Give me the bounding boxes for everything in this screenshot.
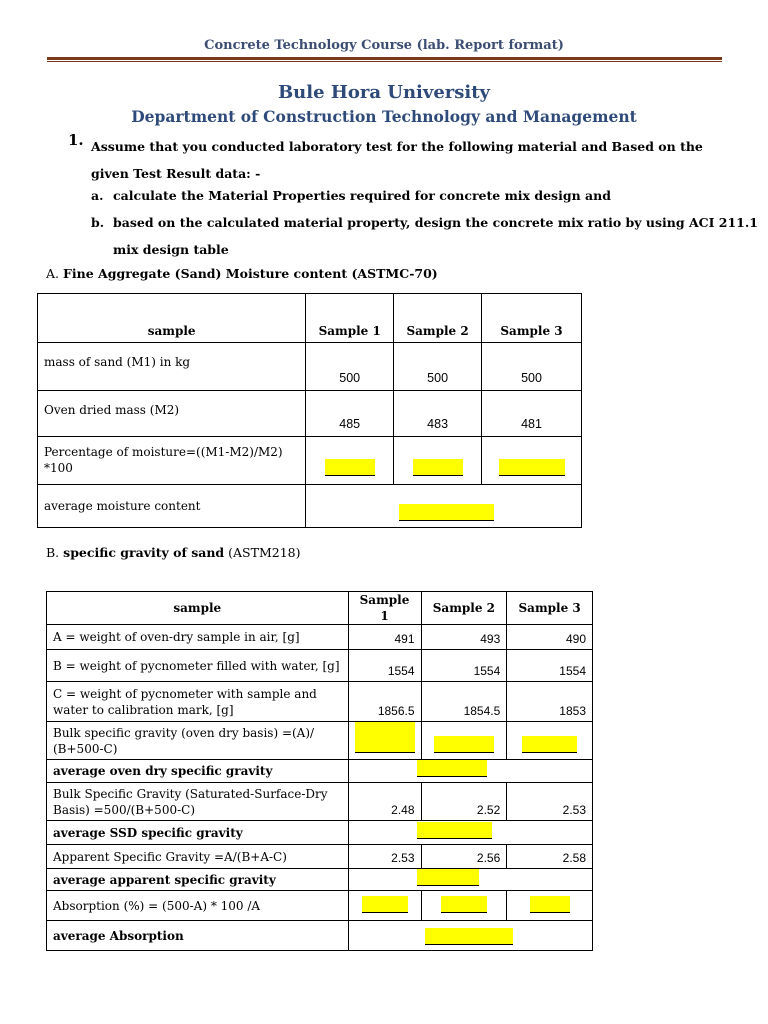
table-row (47, 821, 593, 845)
cell: 485 (306, 391, 394, 437)
row-label: Oven dried mass (M2) (38, 391, 306, 437)
cell: 490 (507, 625, 593, 650)
cell: 1856.5 (348, 682, 421, 722)
header-cell: Sample 2 (421, 592, 507, 625)
header-rule (47, 57, 722, 60)
cell: 481 (482, 391, 582, 437)
cell: 491 (348, 625, 421, 650)
section-b-heading (46, 545, 300, 560)
answer-blank[interactable] (325, 459, 375, 476)
answer-blank[interactable] (417, 822, 492, 839)
answer-cell[interactable] (348, 821, 592, 845)
answer-blank[interactable] (425, 928, 513, 945)
question-item-a (91, 182, 611, 209)
answer-blank[interactable] (434, 736, 494, 753)
row-label: average oven dry specific gravity (47, 760, 349, 783)
row-label: Apparent Specific Gravity =A/(B+A-C) (47, 845, 349, 869)
header-cell: sample (38, 294, 306, 343)
table-row (38, 343, 582, 391)
cell: 1554 (507, 650, 593, 682)
table-row (47, 722, 593, 760)
cell: 493 (421, 625, 507, 650)
table-header-row (38, 294, 582, 343)
answer-cell[interactable] (394, 437, 482, 485)
section-label: A. (46, 266, 60, 281)
header-cell: Sample 1 (306, 294, 394, 343)
row-label: average apparent specific gravity (47, 869, 349, 891)
department-name: Department of Construction Technology and Management (131, 107, 637, 126)
answer-cell[interactable] (306, 485, 582, 528)
section-label: B. (46, 545, 60, 560)
row-label: C = weight of pycnometer with sample and water to calibration mark, [g] (47, 682, 349, 722)
answer-cell[interactable] (348, 760, 592, 783)
answer-blank[interactable] (499, 459, 565, 476)
item-text: calculate the Material Properties required for concrete mix design and (113, 188, 611, 203)
row-label: Absorption (%) = (500-A) * 100 /A (47, 891, 349, 921)
header-cell: sample (47, 592, 349, 625)
answer-blank[interactable] (417, 760, 487, 777)
header-cell: Sample 3 (507, 592, 593, 625)
answer-blank[interactable] (399, 504, 494, 521)
section-a-heading (46, 266, 438, 281)
header-rule-thin (47, 61, 722, 62)
row-label: Percentage of moisture=((M1-M2)/M2) *100 (38, 437, 306, 485)
row-label: A = weight of oven-dry sample in air, [g] (47, 625, 349, 650)
row-label: Bulk Specific Gravity (Saturated-Surface-Dry Basis) =500/(B+500-C) (47, 783, 349, 821)
answer-cell[interactable] (507, 891, 593, 921)
row-label: average SSD specific gravity (47, 821, 349, 845)
row-label: B = weight of pycnometer filled with water, [g] (47, 650, 349, 682)
answer-cell[interactable] (306, 437, 394, 485)
header-cell: Sample 3 (482, 294, 582, 343)
answer-cell[interactable] (482, 437, 582, 485)
cell: 2.53 (348, 845, 421, 869)
table-row (47, 650, 593, 682)
table-row (47, 891, 593, 921)
cell: 2.52 (421, 783, 507, 821)
cell: 2.53 (507, 783, 593, 821)
cell: 500 (394, 343, 482, 391)
cell: 1854.5 (421, 682, 507, 722)
answer-blank[interactable] (530, 896, 570, 913)
table-row (47, 921, 593, 951)
section-standard: (ASTM218) (228, 545, 301, 560)
university-name: Bule Hora University (277, 82, 491, 103)
moisture-table (37, 293, 582, 528)
answer-blank[interactable] (362, 896, 408, 913)
table-row (38, 437, 582, 485)
row-label: mass of sand (M1) in kg (38, 343, 306, 391)
page-header: Concrete Technology Course (lab. Report format) (204, 38, 564, 53)
question-item-b-cont (113, 236, 229, 263)
answer-cell[interactable] (421, 722, 507, 760)
table-row (47, 845, 593, 869)
section-title: specific gravity of sand (63, 545, 225, 560)
section-title: Fine Aggregate (Sand) Moisture content (ASTMC-70) (63, 266, 438, 281)
answer-cell[interactable] (507, 722, 593, 760)
table-row (47, 760, 593, 783)
answer-blank[interactable] (413, 459, 463, 476)
answer-blank[interactable] (417, 869, 479, 886)
item-label: b. (91, 215, 105, 230)
table-row (47, 869, 593, 891)
question-item-b (91, 209, 758, 236)
row-label: average Absorption (47, 921, 349, 951)
row-label: average moisture content (38, 485, 306, 528)
header-cell: Sample 1 (348, 592, 421, 625)
answer-cell[interactable] (348, 891, 421, 921)
item-text: based on the calculated material property, design the concrete mix ratio by using ACI 211.1 (113, 215, 758, 230)
question-number: 1. (68, 131, 84, 149)
row-label: Bulk specific gravity (oven dry basis) =(A)/ (B+500-C) (47, 722, 349, 760)
answer-cell[interactable] (348, 722, 421, 760)
table-row (47, 682, 593, 722)
table-row (38, 485, 582, 528)
item-text: mix design table (113, 242, 229, 257)
table-row (47, 625, 593, 650)
table-row (47, 783, 593, 821)
answer-blank[interactable] (355, 722, 415, 753)
cell: 500 (306, 343, 394, 391)
answer-cell[interactable] (421, 891, 507, 921)
answer-blank[interactable] (441, 896, 487, 913)
cell: 500 (482, 343, 582, 391)
question-text: Assume that you conducted laboratory test for the following material and Based on the given Test Result data: - (91, 139, 703, 181)
cell: 1554 (348, 650, 421, 682)
cell: 2.58 (507, 845, 593, 869)
answer-cell[interactable] (348, 869, 592, 891)
cell: 2.56 (421, 845, 507, 869)
answer-cell[interactable] (348, 921, 592, 951)
header-cell: Sample 2 (394, 294, 482, 343)
cell: 483 (394, 391, 482, 437)
table-row (38, 391, 582, 437)
cell: 1554 (421, 650, 507, 682)
table-header-row (47, 592, 593, 625)
specific-gravity-table (46, 591, 593, 951)
answer-blank[interactable] (522, 736, 577, 753)
cell: 2.48 (348, 783, 421, 821)
cell: 1853 (507, 682, 593, 722)
item-label: a. (91, 188, 104, 203)
